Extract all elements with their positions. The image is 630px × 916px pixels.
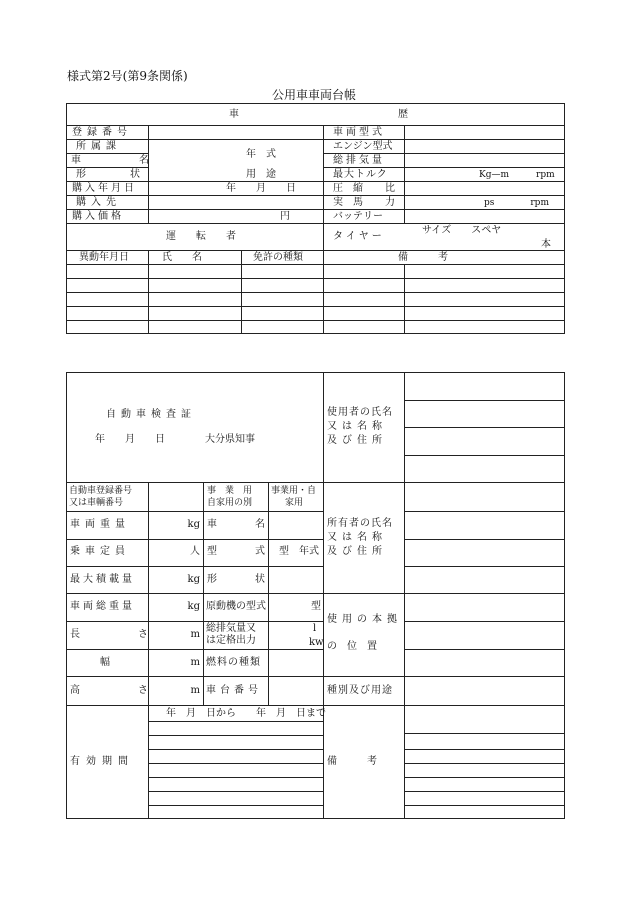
ledger-label-dept: 所属課 (76, 141, 121, 152)
ledger-tire-size-label: サイズ スペヤ (422, 225, 502, 236)
cert-business-label-2: 自家用の別 (207, 498, 253, 508)
ledger-label-reg-no: 登録番号 (72, 127, 132, 138)
spec-unit-length: m (190, 629, 200, 640)
cert-category-label: 種別及び用途 (327, 685, 393, 696)
ledger-label-max-torque: 最大トルク (333, 169, 388, 180)
col-name: 氏 名 (162, 252, 202, 263)
history-header-left: 車 (229, 109, 239, 120)
cert-user-name-label-3: 及び住所 (327, 435, 387, 446)
cert-validity-label: 有効期間 (70, 756, 134, 767)
ledger-label-price: 購入価格 (72, 211, 124, 222)
spec-value-engine-unit: 型 (311, 601, 321, 612)
spec-unit-weight: kg (187, 519, 200, 530)
ledger-driver-label: 運 転 者 (166, 231, 236, 242)
cert-owner-label-2: 又は名称 (327, 532, 387, 543)
ledger-label-displacement: 総排気量 (333, 155, 385, 166)
spec-value-displacement-l: l (313, 623, 317, 634)
spec-label-width: 幅 (100, 657, 110, 668)
cert-base-location-label-2: の 位 置 (327, 641, 377, 652)
spec-unit-gross-weight: kg (187, 601, 200, 612)
page-title: 公用車車両台帳 (272, 88, 357, 102)
cert-business-label-1: 事 業 用 (207, 486, 253, 496)
cert-user-name-label-2: 又は名称 (327, 421, 387, 432)
ledger-label-battery: バッテリー (333, 211, 383, 222)
ledger-label-vehicle-model: 車両型式 (333, 127, 385, 138)
cert-business-value-2: 家用 (285, 498, 304, 508)
spec-label-engine-model: 原動機の型式 (206, 601, 266, 612)
cert-remarks-label: 備 考 (327, 756, 377, 767)
cert-issuer-line: 年 月 日 大分県知事 (95, 434, 255, 445)
cert-owner-label-1: 所有者の氏名 (327, 518, 393, 529)
ledger-hp-value: ps rpm (484, 198, 549, 208)
spec-label-displacement-1: 総排気量又 (206, 623, 256, 634)
ledger-label-engine-model: エンジン型式 (333, 141, 393, 152)
cert-reg-no-label-2: 又は車輌番号 (69, 498, 124, 508)
cert-owner-label-3: 及び住所 (327, 546, 387, 557)
spec-unit-height: m (190, 685, 200, 696)
cert-base-location-label-1: 使用の本拠 (327, 614, 402, 625)
col-remarks: 備 考 (398, 252, 448, 263)
ledger-label-vendor: 購入先 (76, 197, 121, 208)
cert-reg-no-label-1: 自動車登録番号 (69, 486, 133, 496)
spec-label-max-load: 最大積載量 (70, 574, 135, 585)
ledger-year-type-label: 年 式 (246, 149, 276, 160)
cert-user-name-label-1: 使用者の氏名 (327, 407, 393, 418)
form-label: 様式第2号(第9条関係) (67, 69, 188, 83)
ledger-purchase-date-value: 年 月 日 (226, 183, 296, 194)
col-change-date: 異動年月日 (79, 252, 129, 263)
spec-label-chassis-no: 車台番号 (206, 685, 262, 696)
spec-label-capacity: 乗車定員 (70, 546, 130, 557)
spec-value-displacement-kw: kw (309, 637, 324, 648)
col-license-type: 免許の種類 (253, 252, 303, 263)
ledger-tire-label: タイヤー (333, 231, 385, 242)
spec-label-gross-weight: 車両総重量 (70, 601, 135, 612)
cert-business-value-1: 事業用・自 (271, 486, 317, 496)
spec-value-model-year: 型 年式 (279, 546, 319, 557)
spec-unit-capacity: 人 (190, 546, 200, 557)
spec-label-displacement-2: は定格出力 (206, 635, 256, 646)
ledger-tire-unit: 本 (541, 239, 551, 250)
cert-validity-range: 年 月 日から 年 月 日まで (166, 708, 326, 719)
cert-title: 自動車検査証 (106, 409, 196, 420)
ledger-usage-label: 用 途 (246, 169, 276, 180)
history-header-right: 歴 (398, 109, 408, 120)
spec-label-weight: 車両重量 (70, 519, 130, 530)
spec-unit-max-load: kg (187, 574, 200, 585)
ledger-torque-value: Kg—m rpm (479, 170, 555, 180)
spec-label-fuel: 燃料の種類 (206, 657, 261, 668)
spec-unit-width: m (190, 657, 200, 668)
ledger-price-unit: 円 (280, 211, 290, 222)
ledger-label-purchase-date: 購入年月日 (72, 183, 137, 194)
